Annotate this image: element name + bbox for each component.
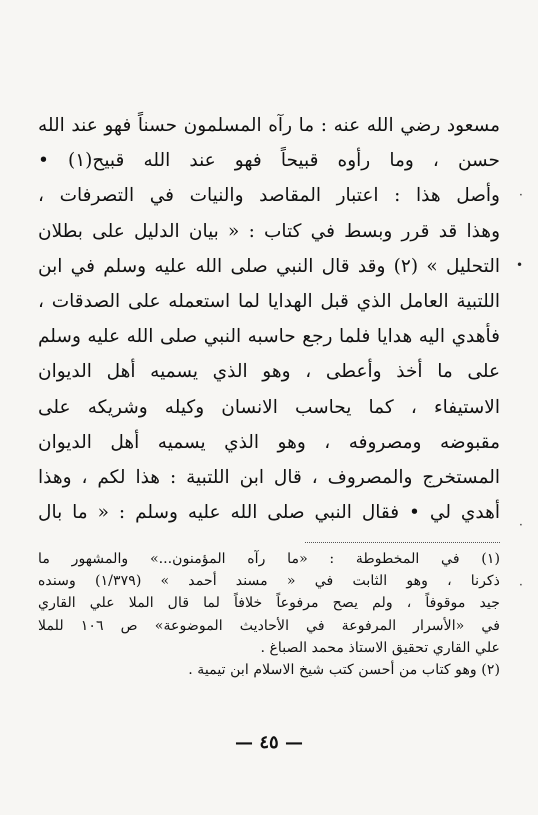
- text-line: مقبوضه ومصروفه ، وهو الذي يسميه أهل الديوان: [38, 431, 500, 453]
- text-line: وأصل هذا : اعتبار المقاصد والنيات في التصرفات ،: [38, 185, 500, 207]
- footnote-line: في «الأسرار المرفوعة في الأحاديث الموضوعة» ص ١٠٦ للملا: [38, 617, 500, 634]
- text-line: مسعود رضي الله عنه : ما رآه المسلمون حسناً فهو عند الله: [38, 115, 500, 136]
- footnotes: [38, 548, 500, 681]
- text-line: المستخرج والمصروف ، قال ابن اللتبية : هذا لكم ، وهذا: [38, 466, 500, 488]
- text-line: الاستيفاء ، كما يحاسب الانسان وكيله وشريكه على: [38, 396, 500, 418]
- text-line: فأهدي اليه هدايا فلما رجع حاسبه النبي صلى الله عليه وسلم: [38, 326, 500, 348]
- footnote-line: علي القاري تحقيق الاستاذ محمد الصباغ .: [260, 639, 500, 656]
- page-number: — ٤٥ —: [235, 732, 303, 753]
- text-line: أهدي لي • فقال النبي صلى الله عليه وسلم : « ما بال: [38, 502, 500, 524]
- margin-dot-icon: ‧: [519, 518, 523, 532]
- margin-dot-icon: •: [516, 258, 524, 272]
- margin-dot-icon: ‧: [519, 578, 523, 592]
- footnote-line: ذكرنا ، وهو الثابت في « مسند أحمد » (١/٣٧٩) وسنده: [38, 573, 500, 590]
- footnote-line: جيد موقوفاً ، ولم يصح مرفوعاً خلافاً لما قال الملا علي القاري: [38, 595, 500, 612]
- text-line: اللتبية العامل الذي قبل الهدايا لما استعمله على الصدقات ،: [38, 290, 500, 312]
- text-line: على ما أخذ وأعطى ، وهو الذي يسميه أهل الديوان: [38, 361, 500, 383]
- text-line: حسن ، وما رأوه قبيحاً فهو عند الله قبيح(١) •: [38, 150, 500, 172]
- text-line: التحليل » (٢) وقد قال النبي صلى الله عليه وسلم في ابن: [38, 255, 500, 277]
- footnote-separator: [305, 542, 500, 543]
- margin-dot-icon: ‧: [519, 188, 523, 202]
- text-line: وهذا قد قرر وبسط في كتاب : « بيان الدليل على بطلان: [38, 220, 500, 242]
- main-text: [38, 108, 500, 530]
- footnote-line: (٢) وهو كتاب من أحسن كتب شيخ الاسلام ابن تيمية .: [188, 661, 500, 678]
- footnote-line: (١) في المخطوطة : «ما رآه المؤمنون...» والمشهور ما: [38, 551, 500, 567]
